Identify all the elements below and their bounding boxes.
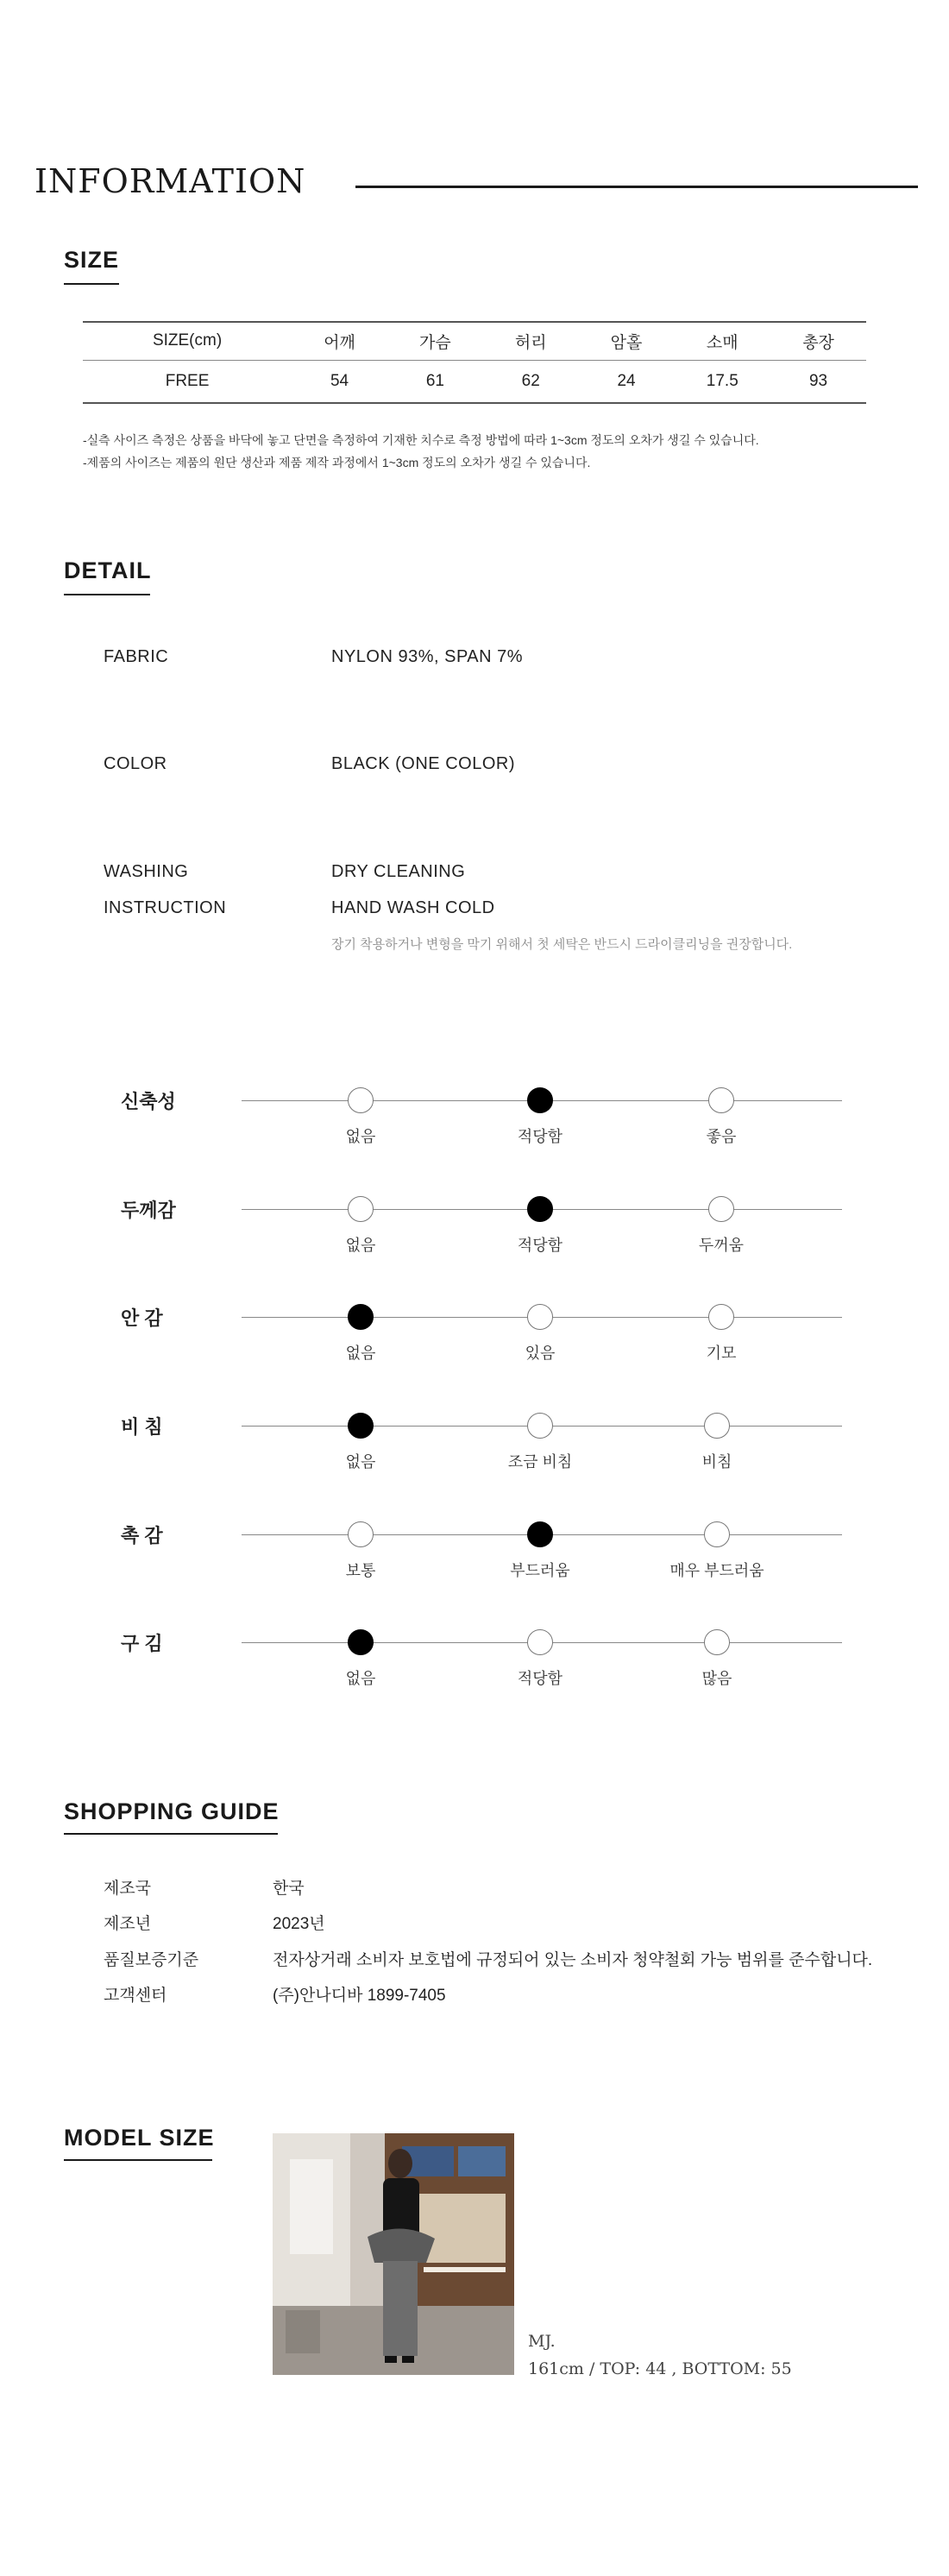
scale-row-thickness <box>0 1179 949 1265</box>
scale-dot <box>348 1196 374 1222</box>
guide-value: 전자상거래 소비자 보호법에 규정되어 있는 소비자 청약철회 가능 범위를 준수합니다. <box>273 1951 873 1969</box>
size-table-header-row <box>83 322 866 360</box>
scale-row-stretch <box>0 1070 949 1156</box>
washing-label: WASHING <box>104 862 189 881</box>
shopping-guide-heading: SHOPPING GUIDE <box>64 1798 280 1824</box>
scale-option: 부드러움 <box>510 1562 570 1579</box>
column-header: SIZE(cm) <box>83 322 292 360</box>
table-cell: 61 <box>387 360 483 403</box>
scale-option: 있음 <box>525 1345 556 1362</box>
scale-option: 적당함 <box>517 1670 563 1687</box>
scale-dot <box>704 1413 730 1439</box>
color-value: BLACK (ONE COLOR) <box>331 754 515 773</box>
scale-label: 신축성 <box>121 1091 176 1112</box>
scale-dot <box>348 1413 374 1439</box>
guide-label: 제조년 <box>104 1915 152 1933</box>
scale-option: 많음 <box>701 1670 732 1687</box>
scale-option: 비침 <box>701 1453 732 1471</box>
scale-dot <box>527 1304 553 1330</box>
fabric-value: NYLON 93%, SPAN 7% <box>331 647 524 666</box>
detail-heading-underline <box>64 594 150 595</box>
scale-dot <box>527 1196 553 1222</box>
table-row <box>83 360 866 403</box>
scale-dot <box>348 1304 374 1330</box>
scale-label: 두께감 <box>121 1200 176 1221</box>
scale-option: 없음 <box>345 1670 376 1687</box>
title-rule <box>355 186 918 188</box>
size-heading: SIZE <box>64 247 120 273</box>
column-header: 소매 <box>674 322 770 360</box>
guide-label: 제조국 <box>104 1880 152 1898</box>
scale-dot <box>527 1413 553 1439</box>
column-header: 총장 <box>770 322 866 360</box>
table-cell: 93 <box>770 360 866 403</box>
scale-row-texture <box>0 1504 949 1590</box>
scale-dot <box>527 1629 553 1655</box>
column-header: 가슴 <box>387 322 483 360</box>
table-cell: 62 <box>483 360 579 403</box>
scale-option: 적당함 <box>517 1237 563 1254</box>
guide-label: 고객센터 <box>104 1987 167 2005</box>
page-title: INFORMATION <box>35 162 306 200</box>
detail-heading: DETAIL <box>64 557 152 583</box>
scale-dot <box>708 1196 734 1222</box>
column-header: 허리 <box>483 322 579 360</box>
scale-label: 안 감 <box>121 1307 163 1329</box>
scale-option: 없음 <box>345 1453 376 1471</box>
scale-option: 기모 <box>706 1345 737 1362</box>
table-cell: 24 <box>579 360 675 403</box>
size-heading-underline <box>64 283 119 285</box>
size-note: -제품의 사이즈는 제품의 원단 생산과 제품 제작 과정에서 1~3cm 정도의 오차가 생길 수 있습니다. <box>83 456 591 469</box>
guide-value: (주)안나디바 1899-7405 <box>273 1987 446 2005</box>
model-name: MJ. <box>528 2332 556 2351</box>
scale-dot <box>527 1087 553 1113</box>
guide-value: 한국 <box>273 1880 305 1898</box>
scale-label: 촉 감 <box>121 1525 163 1546</box>
scale-option: 두꺼움 <box>698 1237 745 1254</box>
scale-option: 없음 <box>345 1128 376 1145</box>
washing-value: DRY CLEANING <box>331 862 466 881</box>
table-cell: 54 <box>292 360 387 403</box>
table-cell: FREE <box>83 360 292 403</box>
scale-row-lining <box>0 1287 949 1373</box>
scale-label: 구 김 <box>121 1633 163 1654</box>
scale-option: 매우 부드러움 <box>669 1562 764 1579</box>
scale-row-wrinkle <box>0 1612 949 1698</box>
scale-row-sheerness <box>0 1395 949 1482</box>
scale-option: 없음 <box>345 1345 376 1362</box>
model-size-heading: MODEL SIZE <box>64 2125 215 2151</box>
shopping-guide-heading-underline <box>64 1833 278 1835</box>
fabric-label: FABRIC <box>104 647 169 666</box>
column-header: 어깨 <box>292 322 387 360</box>
scale-option: 적당함 <box>517 1128 563 1145</box>
scale-dot <box>704 1629 730 1655</box>
guide-value: 2023년 <box>273 1915 325 1933</box>
size-note: -실측 사이즈 측정은 상품을 바닥에 놓고 단면을 측정하여 기재한 치수로 측정 방법에 따라 1~3cm 정도의 오차가 생길 수 있습니다. <box>83 433 759 447</box>
scale-dot <box>708 1087 734 1113</box>
model-photo <box>273 2133 514 2375</box>
washing-value: HAND WASH COLD <box>331 898 495 917</box>
table-cell: 17.5 <box>674 360 770 403</box>
scale-option: 조금 비침 <box>507 1453 573 1471</box>
scale-dot <box>348 1629 374 1655</box>
scale-label: 비 침 <box>121 1416 163 1438</box>
scale-dot <box>348 1521 374 1547</box>
model-measurements: 161cm / TOP: 44 , BOTTOM: 55 <box>528 2359 792 2378</box>
scale-dot <box>708 1304 734 1330</box>
size-table <box>83 321 866 404</box>
fit-scales <box>0 1070 949 1709</box>
scale-option: 보통 <box>345 1562 376 1579</box>
column-header: 암홀 <box>579 322 675 360</box>
scale-dot <box>527 1521 553 1547</box>
guide-label: 품질보증기준 <box>104 1951 199 1969</box>
scale-dot <box>348 1087 374 1113</box>
scale-option: 없음 <box>345 1237 376 1254</box>
instruction-label: INSTRUCTION <box>104 898 227 917</box>
color-label: COLOR <box>104 754 167 773</box>
washing-note: 장기 착용하거나 변형을 막기 위해서 첫 세탁은 반드시 드라이클리닝을 권장합니다. <box>331 937 793 952</box>
model-size-heading-underline <box>64 2159 212 2161</box>
scale-option: 좋음 <box>706 1128 737 1145</box>
scale-dot <box>704 1521 730 1547</box>
